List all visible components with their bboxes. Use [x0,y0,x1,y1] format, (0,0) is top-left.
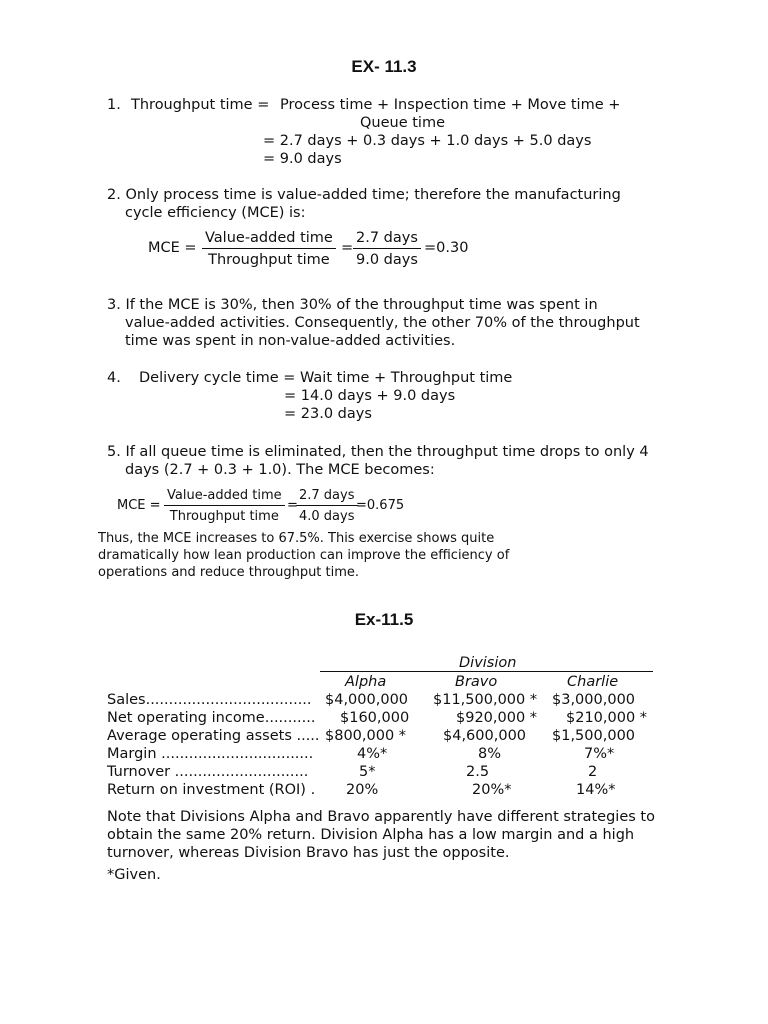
item5-note-line1: Thus, the MCE increases to 67.5%. This exercise shows quite [98,531,495,546]
given-footnote: *Given. [107,867,161,883]
mce-value-fraction-2 [296,487,358,525]
division-rule [320,671,653,672]
ex-11-5-title: Ex-11.5 [354,610,414,629]
item3-line3: time was spent in non-value-added activities. [125,333,456,349]
row-label: Average operating assets ..... [107,728,320,744]
column-header-alpha: Alpha [345,674,387,690]
column-header-charlie: Charlie [567,674,619,690]
mce-value-fraction-1 [353,229,421,269]
fraction-denominator: 4.0 days [299,509,355,524]
cell-bravo: 8% [478,746,502,762]
item1-line3: = 2.7 days + 0.3 days + 1.0 days + 5.0 days [263,133,592,149]
ex115-note-line3: turnover, whereas Division Bravo has just the opposite. [107,845,510,861]
item5-note-line3: operations and reduce throughput time. [98,565,360,580]
cell-alpha: 20% [346,782,379,798]
item4-label: Delivery cycle time = Wait time + Throughput time [139,370,513,386]
mce-label-1: MCE = [148,240,197,256]
item2-line2: cycle efficiency (MCE) is: [125,205,306,221]
row-label: Sales.................................... [107,692,312,708]
equals-sign: = [341,240,354,256]
fraction-numerator: Value-added time [164,487,285,506]
cell-charlie: $1,500,000 [552,728,636,744]
item5-line1: 5. If all queue time is eliminated, then the throughput time drops to only 4 [107,444,649,460]
fraction-denominator: 9.0 days [356,252,418,268]
fraction-numerator: 2.7 days [296,487,358,506]
item1-line1: Process time + Inspection time + Move time + [280,97,621,113]
column-header-bravo: Bravo [455,674,498,690]
cell-charlie: 14%* [576,782,616,798]
cell-alpha: $160,000 [340,710,410,726]
mce-result-2: =0.675 [356,498,405,513]
fraction-numerator: Value-added time [202,229,336,249]
cell-bravo: $920,000 * [456,710,538,726]
cell-bravo: 20%* [472,782,512,798]
item4-line2: = 14.0 days + 9.0 days [284,388,456,404]
item4-number: 4. [107,370,121,386]
cell-charlie: 2 [588,764,598,780]
cell-charlie: $210,000 * [566,710,648,726]
mce-fraction-1 [202,229,336,269]
item3-line2: value-added activities. Consequently, the other 70% of the throughput [125,315,640,331]
item4-line3: = 23.0 days [284,406,372,422]
mce-fraction-2 [164,487,285,525]
division-header: Division [459,655,517,671]
cell-bravo: $11,500,000 * [433,692,538,708]
row-label: Return on investment (ROI) . [107,782,316,798]
fraction-denominator: Throughput time [169,509,279,524]
mce-label-2: MCE = [117,498,161,513]
cell-charlie: $3,000,000 [552,692,636,708]
mce-result-1: =0.30 [424,240,469,256]
item1-line2: Queue time [360,115,446,131]
cell-charlie: 7%* [584,746,615,762]
cell-alpha: 4%* [357,746,388,762]
item1-label: Throughput time = [131,97,270,113]
ex-11-3-title: EX- 11.3 [351,57,417,76]
row-label: Net operating income........... [107,710,316,726]
fraction-denominator: Throughput time [208,252,330,268]
row-label: Margin ................................. [107,746,314,762]
cell-alpha: $800,000 * [325,728,407,744]
item1-number: 1. [107,97,121,113]
item2-line1: 2. Only process time is value-added time; therefore the manufacturing [107,187,621,203]
fraction-numerator: 2.7 days [353,229,421,249]
cell-alpha: 5* [359,764,376,780]
cell-bravo: $4,600,000 [443,728,527,744]
ex115-note-line2: obtain the same 20% return. Division Alpha has a low margin and a high [107,827,635,843]
equals-sign: = [287,498,298,513]
item5-note-line2: dramatically how lean production can improve the efficiency of [98,548,510,563]
item5-line2: days (2.7 + 0.3 + 1.0). The MCE becomes: [125,462,435,478]
item1-line4: = 9.0 days [263,151,342,167]
item3-line1: 3. If the MCE is 30%, then 30% of the throughput time was spent in [107,297,598,313]
ex115-note-line1: Note that Divisions Alpha and Bravo apparently have different strategies to [107,809,655,825]
cell-bravo: 2.5 [466,764,490,780]
row-label: Turnover ............................. [107,764,309,780]
cell-alpha: $4,000,000 [325,692,409,708]
